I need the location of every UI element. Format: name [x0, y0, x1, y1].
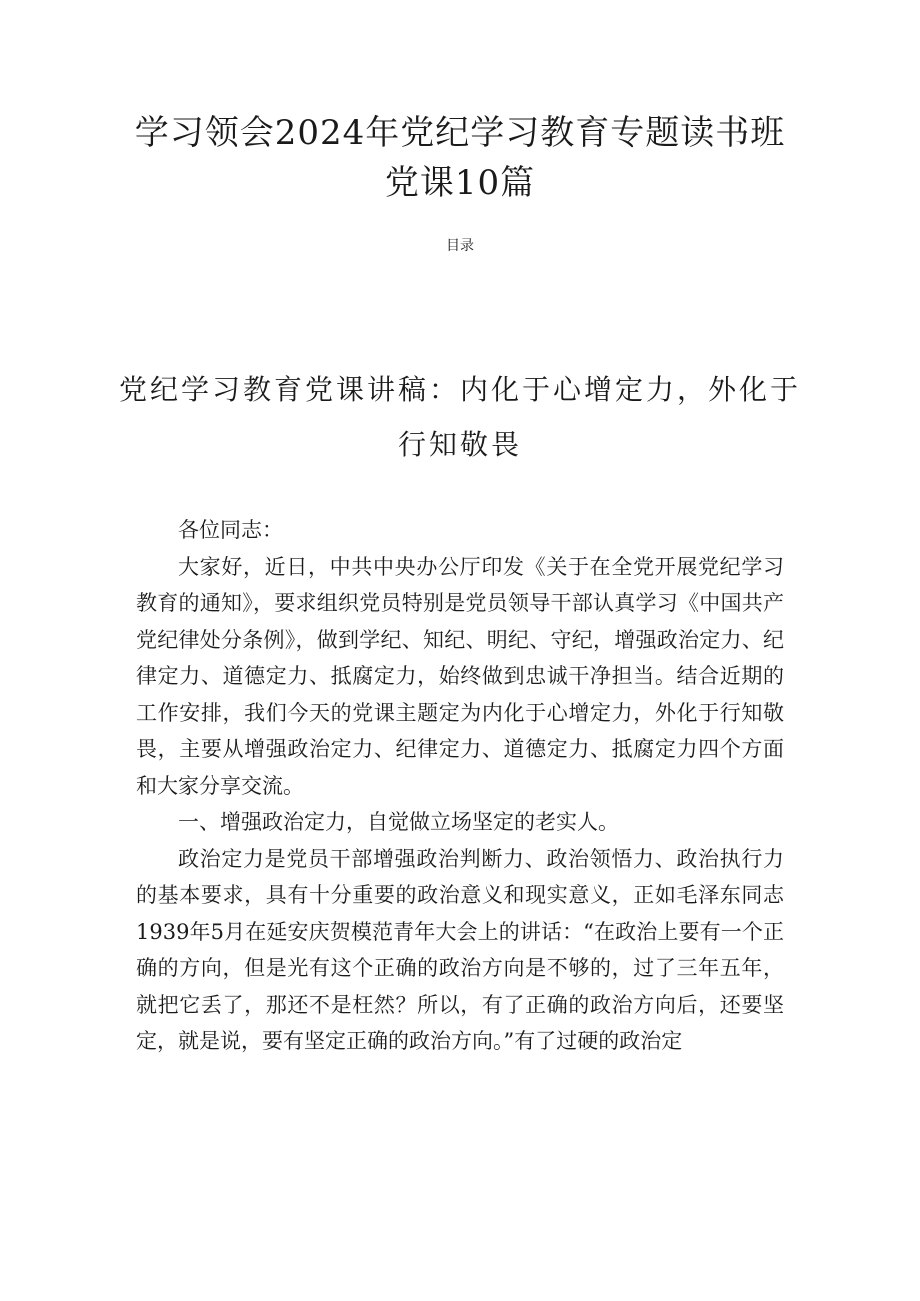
section-title-line-1: 党纪学习教育党课讲稿：内化于心增定力，外化于	[118, 373, 801, 406]
document-title	[0, 108, 920, 208]
body-paragraph: 政治定力是党员干部增强政治判断力、政治领悟力、政治执行力的基本要求，具有十分重要的政治意义和现实意义，正如毛泽东同志1939年5月在延安庆贺模范青年大会上的讲话：“在政治上要有一个正确的方向，但是光有这个正确的政治方向是不够的，过了三年五年，就把它丢了，那还不是枉然？所以，有了正确的政治方向后，还要坚定，就是说，要有坚定正确的政治方向。”有了过硬的政治定	[136, 846, 784, 1053]
section-heading-paragraph: 一、增强政治定力，自觉做立场坚定的老实人。	[178, 810, 619, 834]
document-title-line-2: 党课10篇	[384, 163, 536, 203]
table-of-contents-label: 目录	[446, 238, 474, 254]
body-text	[136, 512, 784, 1060]
salutation-paragraph: 各位同志：	[178, 518, 283, 542]
section-title-line-2: 行知敬畏	[397, 428, 522, 461]
intro-paragraph: 大家好，近日，中共中央办公厅印发《关于在全党开展党纪学习教育的通知》，要求组织党员特别是党员领导干部认真学习《中国共产党纪律处分条例》，做到学纪、知纪、明纪、守纪，增强政治定力、纪律定力、道德定力、抵腐定力，始终做到忠诚干净担当。结合近期的工作安排，我们今天的党课主题定为内化于心增定力，外化于行知敬畏，主要从增强政治定力、纪律定力、道德定力、抵腐定力四个方面和大家分享交流。	[136, 554, 784, 798]
section-title	[0, 362, 920, 472]
document-title-line-1: 学习领会2024年党纪学习教育专题读书班	[134, 113, 786, 153]
